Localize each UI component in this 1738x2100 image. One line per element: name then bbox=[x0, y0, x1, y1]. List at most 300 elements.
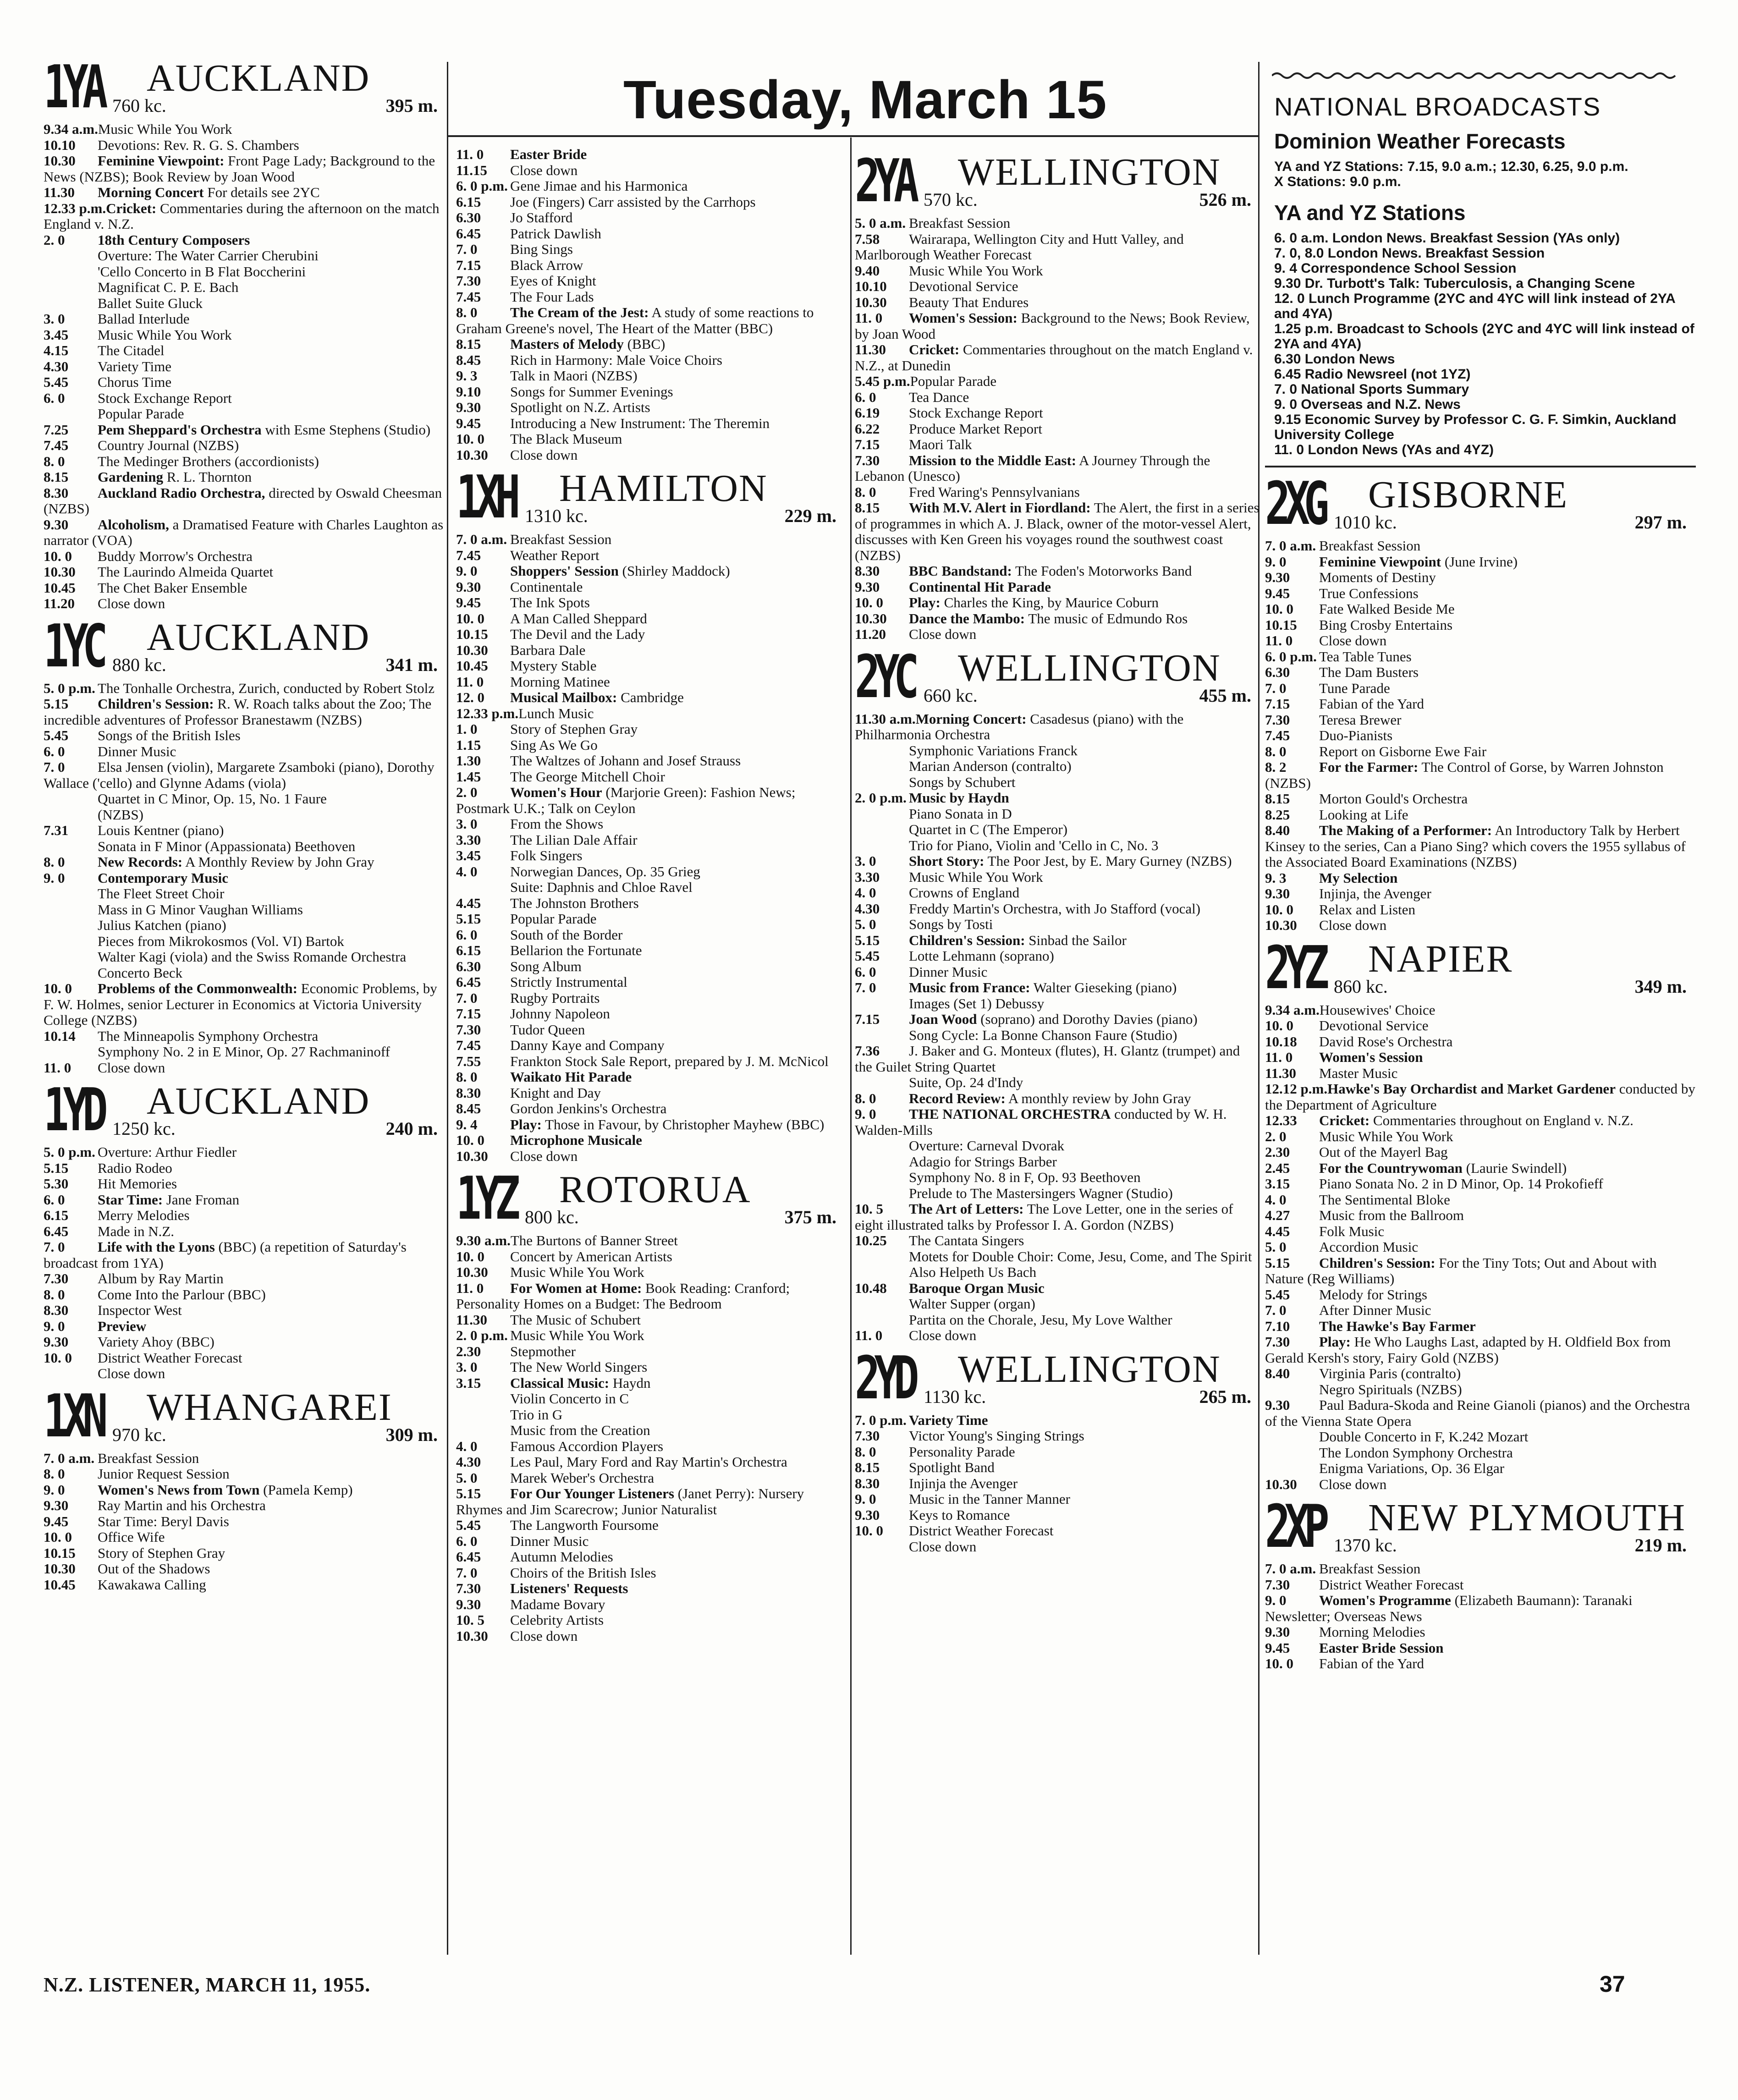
program-line bbox=[456, 1328, 846, 1344]
program-title: Joan Wood bbox=[909, 1011, 977, 1027]
program-time: 2. 0 bbox=[456, 784, 478, 800]
program-title: With M.V. Alert in Fiordland: bbox=[909, 500, 1091, 516]
station-wavelength: 240 m. bbox=[385, 1118, 438, 1139]
program-detail: Breakfast Session bbox=[1319, 538, 1421, 554]
program-time: 4. 0 bbox=[456, 1438, 478, 1454]
program-detail: Folk Singers bbox=[510, 847, 583, 863]
program-detail: Jo Stafford bbox=[510, 209, 573, 225]
program-line bbox=[44, 153, 447, 185]
program-time: 10. 0 bbox=[1265, 601, 1293, 617]
program-line bbox=[1265, 570, 1696, 586]
program-line bbox=[855, 1296, 1260, 1312]
program-detail: Song Album bbox=[510, 958, 582, 974]
program-line bbox=[855, 1476, 1260, 1492]
program-detail: Piano Sonata No. 2 in D Minor, Op. 14 Prokofieff bbox=[1319, 1176, 1603, 1192]
program-title: Easter Bride Session bbox=[1319, 1639, 1444, 1656]
program-detail: Rich in Harmony: Male Voice Choirs bbox=[510, 352, 722, 368]
program-title: Children's Session: bbox=[909, 932, 1025, 948]
program-line bbox=[44, 264, 447, 280]
program-detail: Commentaries throughout on the match England v. N.Z., at Dunedin bbox=[855, 341, 1253, 374]
program-detail: Background to the News; Book Review, by Joan Wood bbox=[855, 310, 1250, 342]
program-line bbox=[855, 484, 1260, 500]
program-time: 6. 0 bbox=[44, 390, 65, 406]
program-time: 10.30 bbox=[44, 153, 76, 169]
program-line bbox=[855, 775, 1260, 791]
program-detail: Beauty That Endures bbox=[909, 294, 1029, 310]
program-time: 8.15 bbox=[1265, 791, 1290, 807]
program-line bbox=[855, 310, 1260, 342]
program-detail: Images (Set 1) Debussy bbox=[909, 995, 1045, 1012]
program-line bbox=[44, 1350, 447, 1366]
program-time: 9.30 bbox=[1265, 1624, 1290, 1640]
program-title: Pem Sheppard's Orchestra bbox=[98, 421, 262, 438]
program-line bbox=[44, 886, 447, 902]
program-detail: Personality Parade bbox=[909, 1443, 1015, 1460]
program-detail: Madame Bovary bbox=[510, 1596, 605, 1612]
station-header bbox=[1265, 472, 1696, 536]
program-time: 7. 0 bbox=[1265, 680, 1287, 696]
program-line bbox=[44, 1514, 447, 1530]
program-time: 9.30 bbox=[1265, 885, 1290, 902]
program-detail: Mass in G Minor Vaughan Williams bbox=[98, 901, 303, 918]
program-detail: The Control of Gorse, by Warren Johnston (NZBS) bbox=[1265, 759, 1664, 791]
program-line bbox=[1265, 1239, 1696, 1255]
program-line bbox=[456, 548, 846, 564]
program-line bbox=[456, 785, 846, 816]
program-time: 10. 0 bbox=[1265, 1655, 1293, 1671]
program-time: 8. 2 bbox=[1265, 759, 1287, 775]
weather-line: YA and YZ Stations: 7.15, 9.0 a.m.; 12.30, 6.25, 9.0 p.m. bbox=[1274, 159, 1628, 174]
program-time: 8.30 bbox=[456, 1084, 481, 1101]
program-title: Feminine Viewpoint: bbox=[98, 153, 225, 169]
program-line bbox=[456, 1233, 846, 1249]
program-detail: District Weather Forecast bbox=[909, 1523, 1054, 1539]
station-header bbox=[855, 645, 1260, 709]
program-detail: Louis Kentner (piano) bbox=[98, 822, 224, 838]
program-detail: Stock Exchange Report bbox=[98, 390, 232, 406]
program-time: 10.30 bbox=[456, 642, 488, 658]
program-title: Alcoholism, bbox=[98, 516, 169, 533]
program-time: 9.30 bbox=[456, 399, 481, 415]
program-line bbox=[44, 1160, 447, 1176]
program-line bbox=[456, 595, 846, 611]
program-line bbox=[1265, 1366, 1696, 1382]
program-detail: Radio Rodeo bbox=[98, 1160, 172, 1176]
station-block bbox=[1265, 1495, 1696, 1672]
program-line bbox=[855, 996, 1260, 1012]
program-line bbox=[456, 258, 846, 274]
program-time: 7.30 bbox=[456, 1021, 481, 1038]
program-time: 10. 0 bbox=[1265, 1017, 1293, 1034]
program-line bbox=[456, 1149, 846, 1165]
station-callsign: 1YA bbox=[44, 53, 102, 121]
program-time: 6.30 bbox=[1265, 664, 1290, 680]
program-title: Children's Session: bbox=[1319, 1254, 1436, 1271]
program-line bbox=[456, 643, 846, 659]
program-title: The Art of Letters: bbox=[909, 1201, 1024, 1217]
program-detail: Out of the Mayerl Bag bbox=[1319, 1144, 1448, 1160]
program-detail: Folk Music bbox=[1319, 1223, 1385, 1239]
program-line bbox=[1265, 712, 1696, 728]
program-detail: Gene Jimae and his Harmonica bbox=[510, 178, 688, 194]
program-detail: Music While You Work bbox=[909, 262, 1043, 279]
ya-yz-line: 9.30 Dr. Turbott's Talk: Tuberculosis, a Changing Scene bbox=[1274, 276, 1635, 291]
program-title: Music by Haydn bbox=[909, 790, 1009, 806]
program-line bbox=[855, 743, 1260, 759]
station-city: AUCKLAND bbox=[147, 616, 370, 659]
program-detail: Stepmother bbox=[510, 1343, 576, 1359]
program-detail: A Journey Through the Lebanon (Unesco) bbox=[855, 452, 1210, 484]
program-title: Play: bbox=[510, 1116, 542, 1132]
program-line bbox=[44, 1028, 447, 1045]
program-line bbox=[44, 438, 447, 454]
program-time: 9.40 bbox=[855, 262, 880, 279]
program-time: 3. 0 bbox=[44, 311, 65, 327]
station-frequency: 1250 kc. bbox=[112, 1118, 176, 1139]
program-line bbox=[456, 1006, 846, 1022]
program-time: 7.30 bbox=[855, 1428, 880, 1444]
program-line bbox=[855, 838, 1260, 854]
program-title: Women's Session bbox=[1319, 1049, 1423, 1065]
program-time: 11.30 bbox=[855, 341, 886, 357]
program-time: 2. 0 bbox=[44, 231, 65, 248]
program-time: 9.30 bbox=[1265, 1397, 1290, 1413]
program-time: 10.15 bbox=[456, 626, 488, 642]
station-header bbox=[44, 1382, 447, 1451]
program-time: 11. 0 bbox=[855, 310, 883, 326]
program-line bbox=[855, 627, 1260, 643]
program-detail: Close down bbox=[510, 446, 578, 463]
ya-yz-line: 11. 0 London News (YAs and 4YZ) bbox=[1274, 442, 1494, 457]
program-line bbox=[855, 500, 1260, 563]
program-time: 3. 0 bbox=[456, 816, 478, 832]
program-detail: Close down bbox=[98, 1365, 165, 1381]
program-detail: Charles the King, by Maurice Coburn bbox=[944, 594, 1159, 610]
station-header bbox=[44, 612, 447, 681]
program-time: 8. 0 bbox=[855, 1443, 876, 1460]
program-time: 10.30 bbox=[855, 610, 887, 627]
program-detail: Quartet in C Minor, Op. 15, No. 1 Faure bbox=[98, 791, 327, 807]
program-detail: Housewives' Choice bbox=[1319, 1001, 1436, 1018]
program-detail: The Langworth Foursome bbox=[510, 1517, 659, 1533]
program-time: 3.45 bbox=[44, 326, 69, 343]
program-time: 9.30 bbox=[44, 516, 69, 533]
program-line bbox=[44, 1287, 447, 1303]
program-line bbox=[855, 215, 1260, 231]
station-frequency: 1010 kc. bbox=[1334, 512, 1397, 533]
program-detail: Variety Ahoy (BBC) bbox=[98, 1334, 214, 1350]
program-line bbox=[855, 342, 1260, 374]
program-time: 4.30 bbox=[44, 358, 69, 374]
program-time: 2.30 bbox=[1265, 1144, 1290, 1160]
program-line bbox=[456, 911, 846, 927]
ya-yz-line: 1.25 p.m. Broadcast to Schools (2YC and 4YC will link instead of 2YA and 4YA) bbox=[1274, 321, 1694, 352]
station-frequency: 760 kc. bbox=[112, 95, 166, 116]
program-time: 9.34 a.m. bbox=[1265, 1001, 1320, 1018]
program-line bbox=[44, 469, 447, 485]
station-wavelength: 229 m. bbox=[784, 506, 836, 526]
program-line bbox=[456, 226, 846, 242]
station-frequency: 1370 kc. bbox=[1334, 1535, 1397, 1556]
program-line bbox=[855, 759, 1260, 775]
program-detail: Music from the Creation bbox=[510, 1422, 650, 1438]
program-line bbox=[456, 563, 846, 579]
program-line bbox=[1265, 1382, 1696, 1398]
program-detail: Wairarapa, Wellington City and Hutt Valley, and Marlborough Weather Forecast bbox=[855, 231, 1184, 263]
program-time: 8.15 bbox=[855, 1459, 880, 1475]
station-city: WELLINGTON bbox=[958, 646, 1221, 689]
program-detail: Pieces from Mikrokosmos (Vol. VI) Bartok bbox=[98, 933, 344, 949]
program-line bbox=[855, 263, 1260, 279]
program-time: 8.45 bbox=[456, 1100, 481, 1116]
program-detail: Introducing a New Instrument: The Theremin bbox=[510, 415, 770, 431]
program-line bbox=[1265, 1066, 1696, 1082]
program-time: 9.45 bbox=[456, 415, 481, 431]
station-block bbox=[456, 463, 846, 1164]
program-line bbox=[1265, 538, 1696, 554]
program-detail: The Four Lads bbox=[510, 288, 594, 305]
program-line bbox=[855, 885, 1260, 901]
program-detail: R. L. Thornton bbox=[166, 469, 252, 485]
program-detail: Looking at Life bbox=[1319, 806, 1408, 823]
program-line bbox=[44, 549, 447, 565]
program-detail: Celebrity Artists bbox=[510, 1612, 604, 1628]
program-title: Shoppers' Session bbox=[510, 563, 619, 579]
program-detail: Strictly Instrumental bbox=[510, 974, 627, 990]
program-detail: The Sentimental Bloke bbox=[1319, 1191, 1450, 1208]
program-detail: Knight and Day bbox=[510, 1084, 601, 1101]
program-time: 11. 0 bbox=[1265, 632, 1293, 649]
program-detail: Barbara Dale bbox=[510, 642, 586, 658]
program-line bbox=[456, 194, 846, 210]
program-title: 18th Century Composers bbox=[98, 231, 250, 248]
program-time: 5.30 bbox=[44, 1176, 69, 1192]
program-time: 10.30 bbox=[1265, 917, 1297, 933]
program-detail: Songs by Schubert bbox=[909, 774, 1016, 790]
program-title: For the Farmer: bbox=[1319, 759, 1419, 775]
program-detail: Walter Kagi (viola) and the Swiss Romande Orchestra bbox=[98, 949, 407, 965]
program-line bbox=[855, 1312, 1260, 1328]
station-callsign: 2YC bbox=[855, 643, 913, 711]
program-detail: Julius Katchen (piano) bbox=[98, 917, 226, 933]
program-detail: Jane Froman bbox=[166, 1191, 240, 1208]
program-line bbox=[456, 990, 846, 1006]
ya-yz-line: 7. 0, 8.0 London News. Breakfast Session bbox=[1274, 246, 1545, 261]
program-detail: Breakfast Session bbox=[510, 531, 612, 547]
program-line bbox=[456, 832, 846, 848]
station-city: NAPIER bbox=[1368, 937, 1513, 980]
program-time: 4.45 bbox=[1265, 1223, 1290, 1239]
program-detail: Close down bbox=[510, 1627, 578, 1644]
program-line bbox=[1265, 728, 1696, 744]
program-line bbox=[855, 1233, 1260, 1249]
program-line bbox=[855, 1328, 1260, 1344]
program-detail: The Foden's Motorworks Band bbox=[1015, 563, 1192, 579]
program-detail: Virginia Paris (contralto) bbox=[1319, 1365, 1461, 1381]
footer-publication: N.Z. LISTENER, MARCH 11, 1955. bbox=[44, 1974, 371, 1996]
station-callsign: 2XG bbox=[1265, 470, 1324, 538]
program-time: 7.15 bbox=[855, 436, 880, 452]
station-block bbox=[44, 1382, 447, 1593]
program-detail: (Elizabeth Baumann): Taranaki Newsletter; Overseas News bbox=[1265, 1592, 1633, 1624]
program-detail: Story of Stephen Gray bbox=[98, 1545, 226, 1561]
program-time: 10.30 bbox=[1265, 1476, 1297, 1492]
program-title: Music from France: bbox=[909, 979, 1030, 995]
program-line bbox=[44, 1319, 447, 1335]
program-line bbox=[855, 901, 1260, 917]
program-line bbox=[456, 210, 846, 226]
program-line bbox=[456, 178, 846, 194]
program-line bbox=[1265, 1113, 1696, 1129]
program-line bbox=[456, 1359, 846, 1375]
program-detail: Patrick Dawlish bbox=[510, 225, 601, 242]
station-block bbox=[456, 147, 846, 463]
program-title: Baroque Organ Music bbox=[909, 1280, 1045, 1296]
program-detail: Haydn bbox=[612, 1374, 651, 1391]
program-line bbox=[1265, 823, 1696, 870]
program-time: 4. 0 bbox=[456, 863, 478, 880]
program-line bbox=[456, 816, 846, 832]
program-line bbox=[1265, 1208, 1696, 1224]
ya-yz-line: 12. 0 Lunch Programme (2YC and 4YC will link instead of 2YA and 4YA) bbox=[1274, 291, 1675, 321]
program-line bbox=[44, 296, 447, 312]
program-time: 10.45 bbox=[456, 658, 488, 674]
program-detail: The Johnston Brothers bbox=[510, 895, 639, 911]
program-line bbox=[456, 384, 846, 400]
ya-yz-line: 9. 4 Correspondence School Session bbox=[1274, 261, 1517, 276]
program-time: 3.30 bbox=[855, 869, 880, 885]
program-time: 6. 0 bbox=[855, 389, 876, 405]
program-detail: Johnny Napoleon bbox=[510, 1006, 610, 1022]
page-number: 37 bbox=[1600, 1971, 1625, 1997]
program-time: 7.30 bbox=[1265, 1334, 1290, 1350]
station-block bbox=[855, 1344, 1260, 1555]
program-title: Microphone Musicale bbox=[510, 1132, 642, 1148]
program-line bbox=[1265, 902, 1696, 918]
program-detail: directed by Oswald Cheesman (NZBS) bbox=[44, 484, 442, 517]
station-callsign: 2YD bbox=[855, 1344, 913, 1413]
station-wavelength: 455 m. bbox=[1199, 685, 1251, 706]
program-detail: Melody for Strings bbox=[1319, 1286, 1427, 1303]
program-detail: Partita on the Chorale, Jesu, My Love Walther bbox=[909, 1311, 1172, 1328]
program-detail: Dinner Music bbox=[909, 963, 988, 980]
program-detail: Music While You Work bbox=[510, 1327, 644, 1343]
program-detail: A monthly review by John Gray bbox=[1008, 1090, 1191, 1106]
program-time: 9.30 bbox=[44, 1497, 69, 1513]
program-detail: Ray Martin and his Orchestra bbox=[98, 1497, 266, 1513]
program-detail: Casadesus (piano) with the Philharmonia Orchestra bbox=[855, 710, 1184, 742]
program-time: 10.30 bbox=[456, 446, 488, 463]
program-detail: Popular Parade bbox=[510, 911, 597, 927]
program-time: 6. 0 bbox=[44, 1191, 65, 1208]
station-callsign: 1XH bbox=[456, 463, 515, 532]
program-detail: Crowns of England bbox=[909, 885, 1020, 901]
program-line bbox=[456, 1565, 846, 1581]
program-detail: Close down bbox=[909, 1538, 977, 1555]
program-line bbox=[1265, 633, 1696, 649]
program-title: The Cream of the Jest: bbox=[510, 304, 649, 320]
program-line bbox=[1265, 1477, 1696, 1493]
program-line bbox=[1265, 554, 1696, 570]
program-detail: Weather Report bbox=[510, 547, 600, 563]
program-time: 10. 0 bbox=[456, 1132, 484, 1148]
program-time: 10.30 bbox=[456, 1264, 488, 1280]
program-time: 11. 0 bbox=[456, 1280, 484, 1296]
program-time: 7. 0 bbox=[855, 979, 876, 995]
program-line bbox=[1265, 696, 1696, 712]
program-time: 6. 0 p.m. bbox=[456, 178, 508, 194]
program-time: 7. 0 a.m. bbox=[1265, 538, 1316, 554]
program-line bbox=[855, 917, 1260, 933]
program-detail: Music While You Work bbox=[510, 1264, 644, 1280]
program-detail: Tune Parade bbox=[1319, 680, 1390, 696]
program-line bbox=[456, 1054, 846, 1070]
station-wavelength: 375 m. bbox=[784, 1207, 836, 1227]
program-time: 12.12 p.m. bbox=[1265, 1081, 1328, 1097]
program-detail: Freddy Martin's Orchestra, with Jo Stafford (vocal) bbox=[909, 900, 1201, 917]
program-detail: Music While You Work bbox=[98, 326, 232, 343]
program-time: 1.15 bbox=[456, 737, 481, 753]
program-line bbox=[44, 454, 447, 470]
program-line bbox=[855, 1028, 1260, 1044]
program-line bbox=[456, 721, 846, 737]
program-title: Morning Concert bbox=[98, 184, 204, 200]
program-line bbox=[44, 759, 447, 791]
program-title: Continental Hit Parade bbox=[909, 578, 1051, 595]
program-time: 4.27 bbox=[1265, 1207, 1290, 1223]
program-line bbox=[855, 1012, 1260, 1028]
ya-yz-lines bbox=[1265, 231, 1696, 457]
program-line bbox=[855, 421, 1260, 437]
program-time: 10.10 bbox=[855, 278, 887, 294]
program-detail: J. Baker and G. Monteux (flutes), H. Glantz (trumpet) and the Guilet String Quartet bbox=[855, 1043, 1240, 1075]
program-time: 8. 0 bbox=[855, 1090, 876, 1106]
program-time: 10. 0 bbox=[44, 1529, 72, 1545]
program-detail: Gordon Jenkins's Orchestra bbox=[510, 1100, 667, 1116]
program-line bbox=[456, 864, 846, 880]
program-time: 6. 0 bbox=[44, 743, 65, 759]
program-line bbox=[44, 121, 447, 137]
program-line bbox=[456, 1312, 846, 1328]
program-line bbox=[44, 564, 447, 580]
program-line bbox=[456, 1423, 846, 1439]
program-detail: Music While You Work bbox=[98, 121, 232, 137]
program-detail: After Dinner Music bbox=[1319, 1302, 1431, 1318]
ya-yz-line: 7. 0 National Sports Summary bbox=[1274, 382, 1469, 397]
program-time: 6.45 bbox=[44, 1223, 69, 1239]
program-detail: Suite: Daphnis and Chloe Ravel bbox=[510, 879, 693, 895]
program-title: Morning Concert: bbox=[915, 710, 1027, 727]
program-detail: Close down bbox=[510, 1148, 578, 1164]
program-line bbox=[44, 1144, 447, 1160]
program-time: 11.15 bbox=[456, 162, 488, 178]
program-line bbox=[456, 737, 846, 753]
program-line bbox=[44, 696, 447, 728]
program-line bbox=[44, 580, 447, 596]
program-detail: Famous Accordion Players bbox=[510, 1438, 664, 1454]
station-header bbox=[44, 55, 447, 120]
program-title: Contemporary Music bbox=[98, 869, 228, 886]
program-detail: (NZBS) bbox=[98, 806, 143, 823]
program-detail: Norwegian Dances, Op. 35 Grieg bbox=[510, 863, 700, 880]
program-line bbox=[855, 869, 1260, 885]
station-wavelength: 219 m. bbox=[1634, 1535, 1687, 1556]
program-line bbox=[855, 1428, 1260, 1444]
program-line bbox=[1265, 617, 1696, 633]
program-line bbox=[456, 532, 846, 548]
program-detail: The George Mitchell Choir bbox=[510, 768, 665, 785]
program-line bbox=[44, 248, 447, 264]
